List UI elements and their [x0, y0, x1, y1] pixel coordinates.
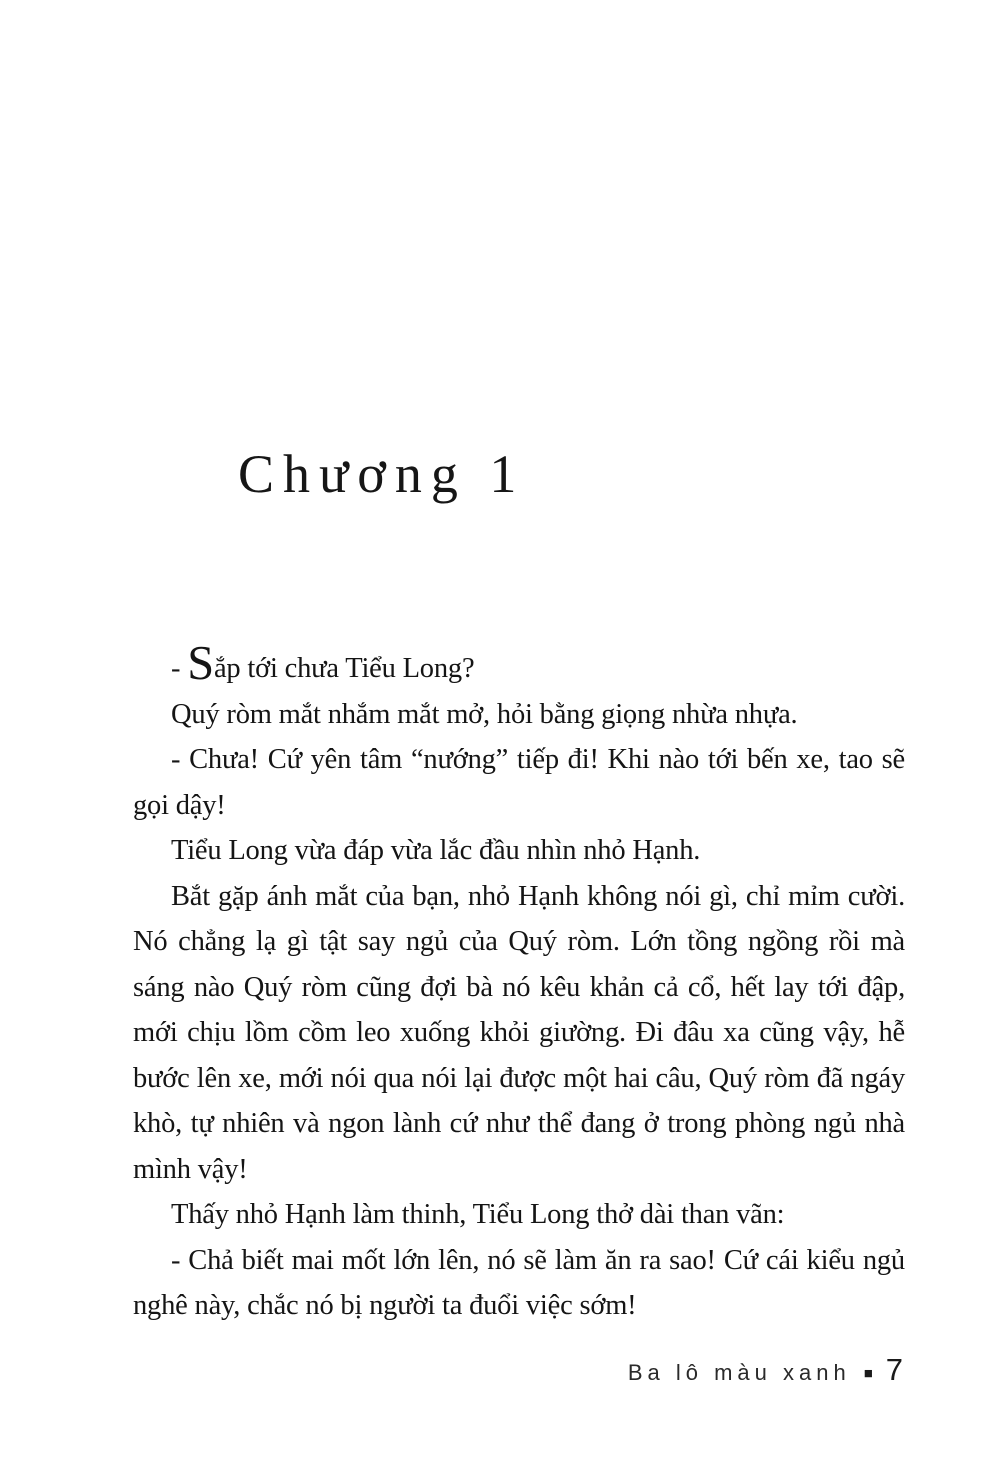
square-bullet-icon: ■ — [863, 1365, 873, 1382]
paragraph: Quý ròm mắt nhắm mắt mở, hỏi bằng giọng nhừa nhựa. — [171, 698, 798, 730]
paragraph-first — [133, 637, 905, 692]
paragraph: - Chả biết mai mốt lớn lên, nó sẽ làm ăn ra sao! Cứ cái kiểu ngủ nghê này, chắc nó bị người ta đuổi việc sớm! — [133, 1244, 905, 1321]
page-body — [133, 637, 905, 1329]
paragraph-list — [133, 692, 905, 1329]
paragraph-first-text: ắp tới chưa Tiểu Long? — [213, 653, 475, 684]
dialog-dash: - — [171, 653, 188, 684]
chapter-title: Chương 1 — [238, 444, 526, 504]
lead-initial-letter: S — [187, 637, 214, 690]
footer-book-title: Ba lô màu xanh — [627, 1360, 851, 1385]
paragraph: - Chưa! Cứ yên tâm “nướng” tiếp đi! Khi nào tới bến xe, tao sẽ gọi dậy! — [133, 744, 905, 821]
paragraph: Tiểu Long vừa đáp vừa lắc đầu nhìn nhỏ Hạnh. — [171, 835, 701, 866]
paragraph: Bắt gặp ánh mắt của bạn, nhỏ Hạnh không nói gì, chỉ mỉm cười. Nó chẳng lạ gì tật say ngủ của Quý ròm. Lớn tồng ngồng rồi mà sáng nào Quý ròm cũng đợi bà nó kêu khản cả cổ, hết lay tới đập, mới chịu lồm cồm leo xuống khỏi giường. Đi đâu xa cũng vậy, hễ bước lên xe, mới nói qua nói lại được một hai câu, Quý ròm đã ngáy khò, tự nhiên và ngon lành cứ như thể đang ở trong phòng ngủ nhà mình vậy! — [133, 880, 905, 1185]
paragraph: Thấy nhỏ Hạnh làm thinh, Tiểu Long thở dài than vãn: — [171, 1199, 785, 1230]
page-footer — [628, 1352, 903, 1388]
footer-page-number: 7 — [885, 1352, 903, 1387]
